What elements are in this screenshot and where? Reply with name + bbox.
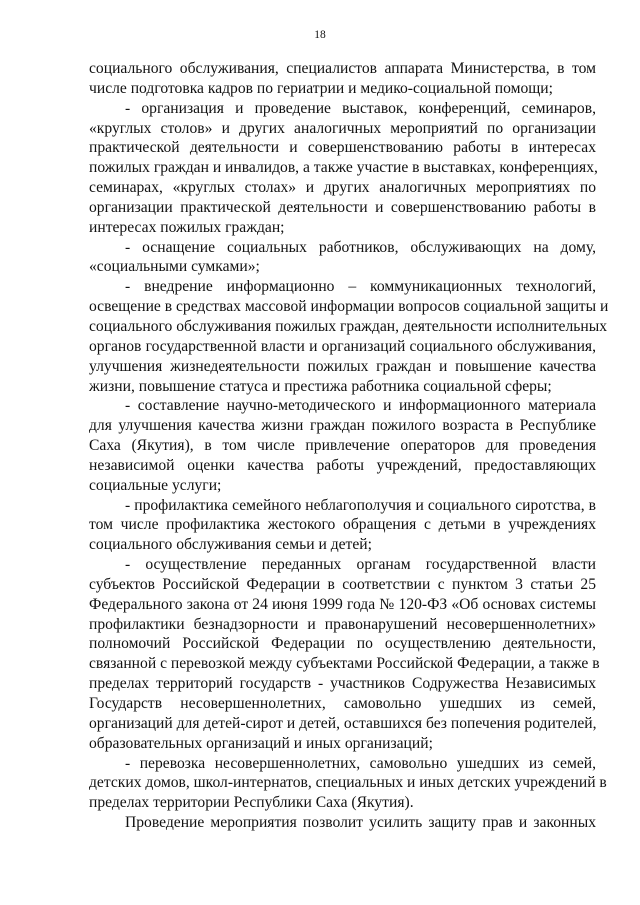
text-line: интересах пожилых граждан;	[89, 218, 285, 236]
text-line: Саха (Якутия), в том числе привлечение операторов для проведения	[89, 437, 596, 455]
text-line: организаций для детей-сирот и детей, оставшихся без попечения родителей,	[89, 714, 597, 732]
text-line: - организация и проведение выставок, конференций, семинаров,	[125, 99, 596, 117]
text-line: - оснащение социальных работников, обслуживающих на дому,	[125, 238, 596, 256]
text-line: детских домов, школ-интернатов, специальных и иных детских учреждений в	[89, 774, 607, 792]
text-line: социального обслуживания пожилых граждан, деятельности исполнительных	[89, 317, 607, 335]
text-line: органов государственной власти и организаций социального обслуживания,	[89, 337, 596, 355]
text-line: пределах территории Республики Саха (Якутия).	[89, 794, 414, 812]
text-line: профилактики безнадзорности и правонарушений несовершеннолетних»	[89, 615, 596, 633]
text-line: семинарах, «круглых столах» и других аналогичных мероприятиях по	[89, 179, 596, 197]
text-line: для улучшения качества жизни граждан пожилого возраста в Республике	[89, 417, 596, 435]
text-line: том числе профилактика жестокого обращения с детьми в учреждениях	[89, 516, 596, 534]
text-line: полномочий Российской Федерации по осуществлению деятельности,	[89, 635, 596, 653]
text-line: пожилых граждан и инвалидов, а также участие в выставках, конференциях,	[89, 159, 598, 177]
text-line: практической деятельности и совершенствованию работы в интересах	[89, 139, 596, 157]
page-number: 18	[314, 29, 326, 41]
text-line: - осуществление переданных органам государственной власти	[125, 556, 596, 574]
text-line: Федерального закона от 24 июня 1999 года № 120-ФЗ «Об основах системы	[89, 595, 596, 613]
text-line: пределах территорий государств - участников Содружества Независимых	[89, 675, 596, 693]
text-line: «круглых столов» и других аналогичных мероприятий по организации	[89, 119, 596, 137]
text-line: освещение в средствах массовой информации вопросов социальной защиты и	[89, 298, 609, 316]
text-line: - перевозка несовершеннолетних, самовольно ушедших из семей,	[125, 754, 596, 772]
text-line: социального обслуживания, специалистов аппарата Министерства, в том	[89, 60, 596, 77]
text-line: социального обслуживания семьи и детей;	[89, 536, 372, 554]
text-line: Государств несовершеннолетних, самовольно ушедших из семей,	[89, 695, 596, 712]
text-line: жизни, повышение статуса и престижа работника социальной сферы;	[89, 377, 552, 395]
text-line: - составление научно-методического и информационного материала	[125, 397, 596, 415]
text-line: - профилактика семейного неблагополучия и социального сиротства, в	[125, 496, 596, 514]
text-line: улучшения жизнедеятельности пожилых граждан и повышение качества	[89, 357, 596, 375]
text-line: организации практической деятельности и совершенствованию работы в	[89, 198, 596, 216]
document-body	[89, 59, 609, 833]
text-line: - внедрение информационно – коммуникационных технологий,	[125, 278, 596, 296]
text-line: независимой оценки качества работы учреждений, предоставляющих	[89, 456, 596, 474]
text-line: социальные услуги;	[89, 476, 222, 494]
text-line: образовательных организаций и иных организаций;	[89, 734, 433, 752]
text-line: «социальными сумками»;	[89, 258, 260, 276]
text-line: числе подготовка кадров по гериатрии и медико-социальной помощи;	[89, 79, 553, 97]
text-line: Проведение мероприятия позволит усилить защиту прав и законных	[125, 814, 596, 832]
text-line: связанной с перевозкой между субъектами Российской Федерации, а также в	[89, 655, 600, 673]
text-line: субъектов Российской Федерации в соответствии с пунктом 3 статьи 25	[89, 575, 596, 593]
